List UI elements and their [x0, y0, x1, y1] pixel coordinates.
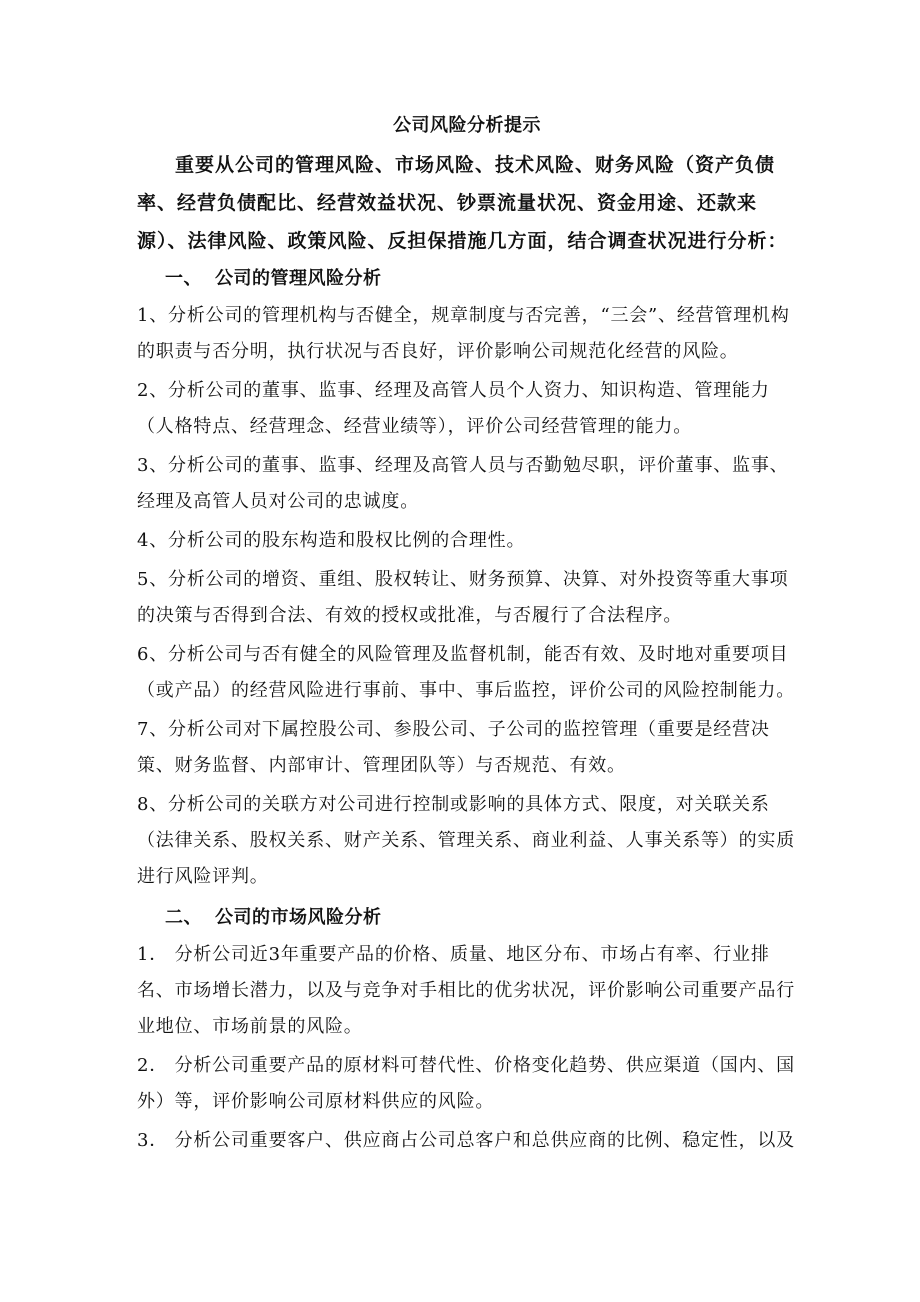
market-item-1: 1． 分析公司近3年重要产品的价格、质量、地区分布、市场占有率、行业排名、市场增长潜力，以及与竞争对手相比的优劣状况，评价影响公司重要产品行业地位、市场前景的风险。 — [137, 944, 795, 1037]
market-item-3: 3． 分析公司重要客户、供应商占公司总客户和总供应商的比例、稳定性，以及 — [137, 1130, 795, 1151]
management-item-2: 2、分析公司的董事、监事、经理及高管人员个人资力、知识构造、管理能力（人格特点、经营理念、经营业绩等），评价公司经营管理的能力。 — [137, 380, 770, 437]
management-item-1: 1、分析公司的管理机构与否健全，规章制度与否完善，“三会”、经营管理机构的职责与否分明，执行状况与否良好，评价影响公司规范化经营的风险。 — [137, 305, 790, 362]
section-heading-management — [137, 260, 797, 298]
management-item-3: 3、分析公司的董事、监事、经理及高管人员与否勤勉尽职，评价董事、监事、经理及高管人员对公司的忠诚度。 — [137, 455, 789, 512]
management-item-8: 8、分析公司的关联方对公司进行控制或影响的具体方式、限度，对关联关系（法律关系、股权关系、财产关系、管理关系、商业利益、人事关系等）的实质进行风险评判。 — [137, 794, 795, 887]
management-item-4: 4、分析公司的股东构造和股权比例的合理性。 — [137, 530, 526, 551]
section-number: 二、 — [165, 907, 202, 928]
intro-paragraph: 重要从公司的管理风险、市场风险、技术风险、财务风险（资产负债率、经营负债配比、经营效益状况、钞票流量状况、资金用途、还款来源）、法律风险、政策风险、反担保措施几方面，结合调查状况进行分析： — [137, 154, 788, 252]
section-title: 公司的市场风险分析 — [215, 907, 382, 928]
document-body — [137, 112, 797, 1162]
section-title: 公司的管理风险分析 — [215, 268, 382, 289]
management-item-6: 6、分析公司与否有健全的风险管理及监督机制，能否有效、及时地对重要项目（或产品）的经营风险进行事前、事中、事后监控，评价公司的风险控制能力。 — [137, 644, 795, 701]
management-item-5: 5、分析公司的增资、重组、股权转让、财务预算、决算、对外投资等重大事项的决策与否得到合法、有效的授权或批准，与否履行了合法程序。 — [137, 569, 789, 626]
market-item-2: 2． 分析公司重要产品的原材料可替代性、价格变化趋势、供应渠道（国内、国外）等，评价影响公司原材料供应的风险。 — [137, 1055, 795, 1112]
document-title: 公司风险分析提示 — [393, 115, 541, 136]
section-heading-market — [137, 899, 797, 937]
management-item-7: 7、分析公司对下属控股公司、参股公司、子公司的监控管理（重要是经营决策、财务监督、内部审计、管理团队等）与否规范、有效。 — [137, 719, 770, 776]
section-number: 一、 — [165, 268, 202, 289]
